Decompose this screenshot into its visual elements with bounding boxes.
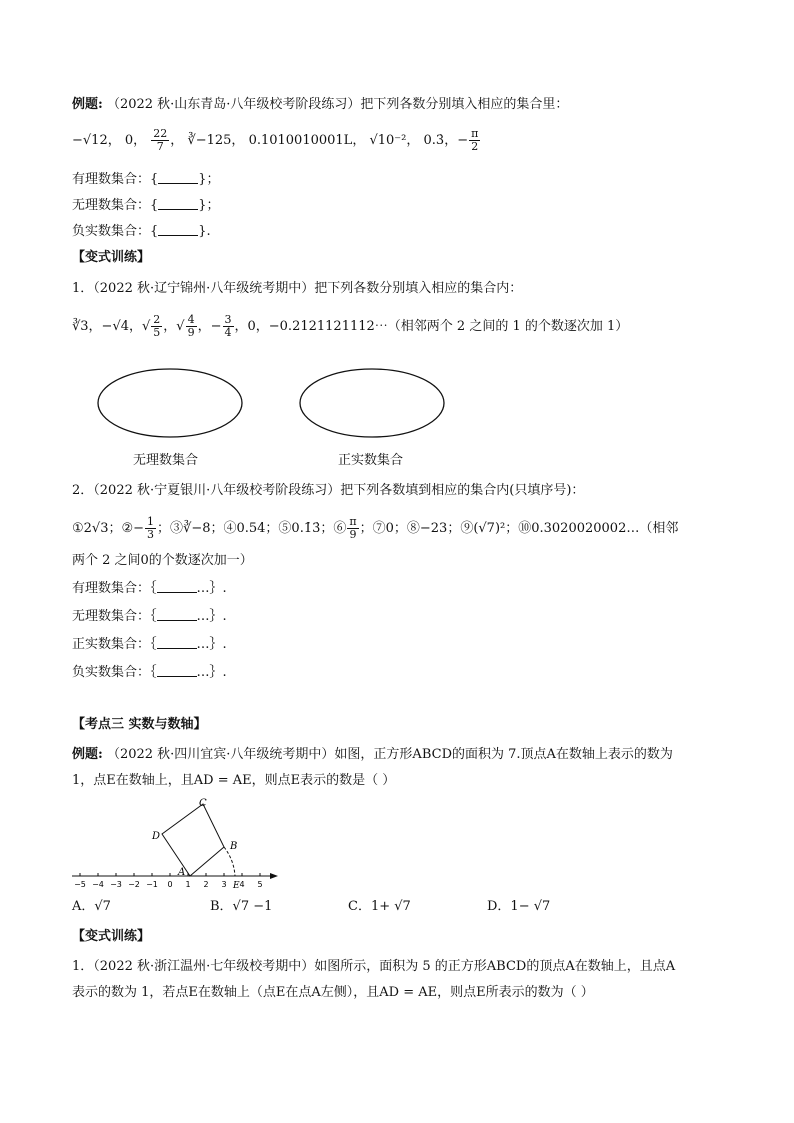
oval-right-label: 正实数集合 xyxy=(338,453,404,468)
number-neg-sqrt12: −√12 xyxy=(72,133,108,148)
axis-tick-label: −4 xyxy=(92,880,104,889)
set-rational-2: 有理数集合：｛ …｝. xyxy=(72,581,227,596)
example3-line1: 例题: （2022 秋·四川宜宾·八年级统考期中）如图，正方形ABCD的面积为 7.顶点A在数轴上表示的数为 xyxy=(72,747,673,762)
set-irrational: 无理数集合：{ }； xyxy=(72,198,220,213)
axis-tick-label: −3 xyxy=(110,880,122,889)
example-label: 例题: xyxy=(72,97,103,112)
positive-real-set-oval[interactable] xyxy=(300,369,444,437)
practice1-question2-numbers: ①2√3；②− $\frac{1}{3}$ ；③∛−8；④0.54̇；⑤0.1̇3̇；⑥ $\frac{\pi}{9}$ ；⑦0；⑧−23；⑨(√7)²；⑩0.3020020002…（相邻 xyxy=(72,515,679,541)
practice1-numbers: ∛3，−√4，√ $\frac{2}{5}$ ，√ $\frac{4}{9}$ ，− $\frac{3}{4}$ ，0，−0.2121121112⋯（相邻两个 2 之间的 1 的个数逐次加 1） xyxy=(72,313,629,339)
axis-tick-label: 1 xyxy=(185,880,191,889)
number-decimal-pattern: 0.1010010001L xyxy=(248,133,353,148)
practice1-question2: 2．（2022 秋·宁夏银川·八年级校考阶段练习）把下列各数填到相应的集合内(只填序号)： xyxy=(72,483,585,498)
fraction-pi-2: $\frac{\pi}{2}$ xyxy=(471,127,479,153)
example1-numbers: −√12， 0， $\frac{22}{7}$ ， ∛−125， 0.1010010001L， √10⁻²， 0.3̇，− $\frac{\pi}{2}$ xyxy=(72,127,479,153)
example-label: 例题: xyxy=(72,747,103,762)
option-d[interactable]: D．1− √7 xyxy=(487,899,551,914)
answer-blank[interactable] xyxy=(157,664,197,677)
square-abcd xyxy=(162,804,224,876)
option-b[interactable]: B．√7 −1 xyxy=(210,899,273,914)
set-rational: 有理数集合：{ }； xyxy=(72,172,220,187)
axis-tick-label: −5 xyxy=(74,880,86,889)
oval-left-label: 无理数集合 xyxy=(133,453,199,468)
label-b: B xyxy=(230,841,238,852)
answer-blank[interactable] xyxy=(157,608,197,621)
axis-tick-label: 0 xyxy=(167,880,173,889)
label-c: C xyxy=(199,798,207,809)
answer-blank[interactable] xyxy=(157,636,197,649)
practice1-question1: 1．（2022 秋·辽宁锦州·八年级统考期中）把下列各数分别填入相应的集合内： xyxy=(72,281,523,296)
number-line-figure xyxy=(0,790,794,895)
number-cbrt-neg125: ∛−125 xyxy=(187,133,232,148)
set-positive-real-2: 正实数集合：｛ …｝. xyxy=(72,637,227,652)
section3-heading: 【考点三 实数与数轴】 xyxy=(72,717,207,732)
practice3-line1: 1．（2022 秋·浙江温州·七年级校考期中）如图所示，面积为 5 的正方形ABCD的顶点A在数轴上，且点A xyxy=(72,959,676,974)
option-a[interactable]: A．√7 xyxy=(72,899,111,914)
set-negative-real-2: 负实数集合：｛ …｝. xyxy=(72,665,227,680)
number-repeating-decimal: 0.3̇ xyxy=(423,133,445,148)
example1-source: （2022 秋·山东青岛·八年级校考阶段练习）把下列各数分别填入相应的集合里： xyxy=(106,97,569,112)
axis-tick-label: −2 xyxy=(128,880,140,889)
set-irrational-2: 无理数集合：｛ …｝. xyxy=(72,609,227,624)
answer-blank[interactable] xyxy=(157,580,197,593)
answer-blank[interactable] xyxy=(158,197,198,210)
practice1-numbers-tail: ，0，−0.2121121112⋯（相邻两个 2 之间的 1 的个数逐次加 1） xyxy=(234,319,629,334)
answer-blank[interactable] xyxy=(158,223,198,236)
irrational-set-oval[interactable] xyxy=(98,369,242,437)
example1-question xyxy=(72,96,568,114)
axis-tick-label: −1 xyxy=(146,880,158,889)
label-a: A xyxy=(178,867,186,878)
axis-tick-label: 5 xyxy=(257,880,263,889)
fraction-22-7: $\frac{22}{7}$ xyxy=(153,127,168,153)
practice3-heading: 【变式训练】 xyxy=(72,929,151,944)
practice3-line2: 表示的数为 1，若点E在数轴上（点E在点A左侧），且AD = AE，则点E所表示的数为（ ） xyxy=(72,985,594,1000)
q2-line1-tail: ；⑦0；⑧−23；⑨(√7)²；⑩0.3020020002…（相邻 xyxy=(359,521,679,536)
label-d: D xyxy=(152,831,161,842)
axis-tick-label: 3 xyxy=(221,880,227,889)
axis-tick-label: 4 xyxy=(239,880,245,889)
label-e: E xyxy=(233,881,240,891)
practice1-question2-line2: 两个 2 之间0的个数逐次加一） xyxy=(72,553,253,568)
set-negative-real: 负实数集合：{ }. xyxy=(72,224,211,239)
number-zero: 0 xyxy=(124,133,134,148)
practice-heading: 【变式训练】 xyxy=(72,250,151,265)
example3-line2: 1，点E在数轴上，且AD = AE，则点E表示的数是（ ） xyxy=(72,773,396,788)
option-c[interactable]: C．1+ √7 xyxy=(348,899,411,914)
answer-blank[interactable] xyxy=(158,171,198,184)
number-sqrt-10-neg2: √10⁻² xyxy=(369,133,407,148)
axis-tick-label: 2 xyxy=(203,880,209,889)
